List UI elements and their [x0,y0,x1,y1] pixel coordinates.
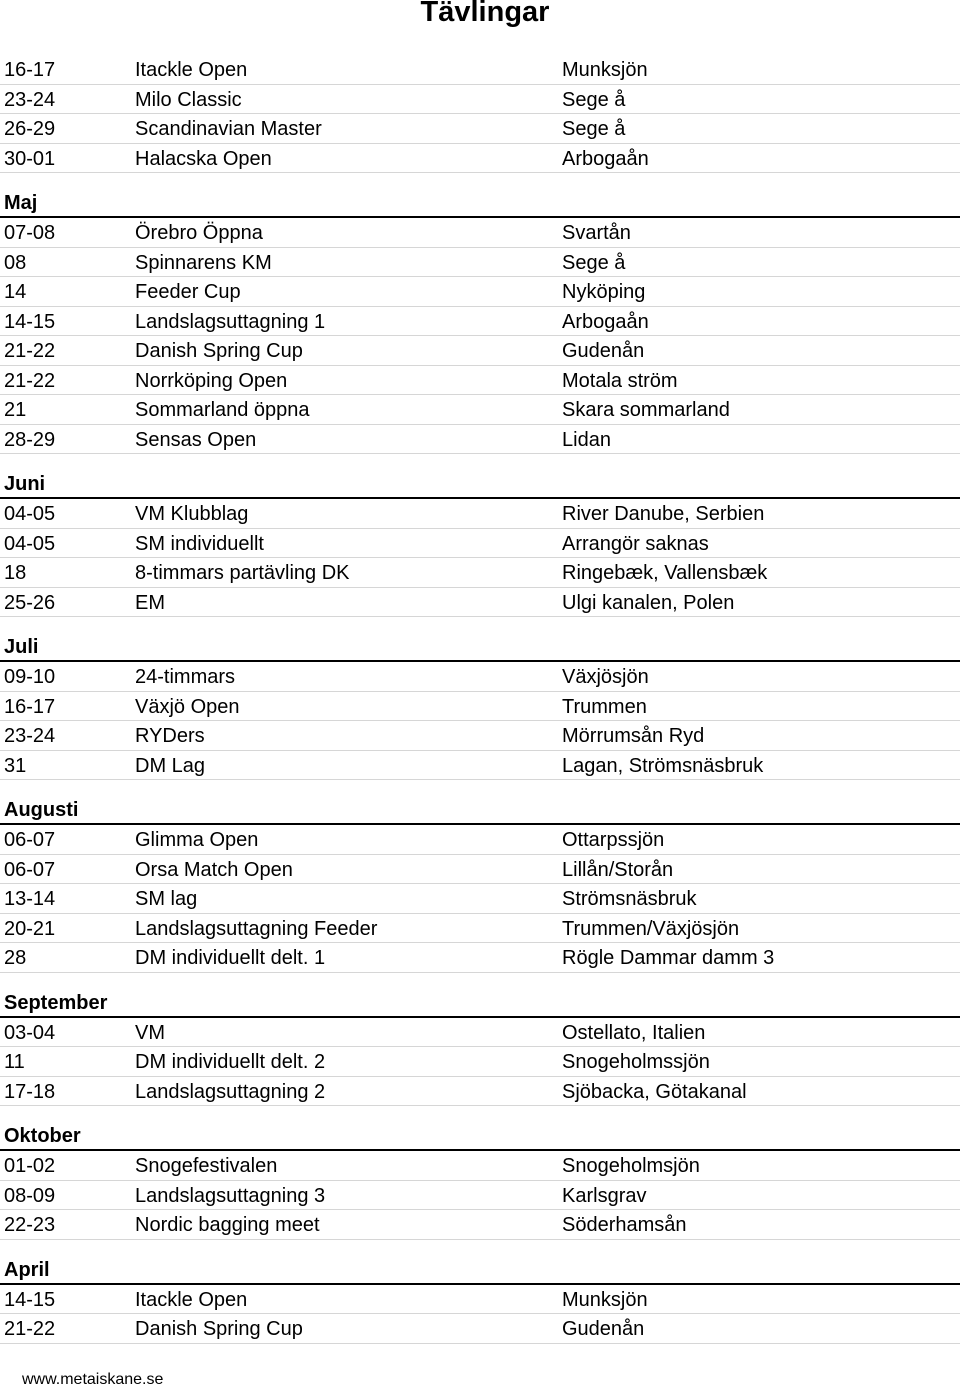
month-header [0,973,960,1018]
table-row [0,943,960,973]
date-cell: 16-17 [4,695,56,718]
table-row [0,914,960,944]
table-row [0,1285,960,1315]
month-label: April [4,1258,50,1281]
table-row [0,855,960,885]
date-cell: 04-05 [4,503,56,525]
event-cell: Snogefestivalen [135,1155,278,1177]
event-cell: Milo Classic [135,88,242,111]
place-cell: Ringebæk, Vallensbæk [562,562,768,584]
date-cell: 03-04 [4,1021,56,1044]
place-cell: Söderhamsån [562,1214,687,1236]
event-cell: Feeder Cup [135,281,241,303]
table-row [0,1077,960,1107]
month-label: Oktober [4,1125,81,1147]
table-row [0,1210,960,1240]
date-cell: 21-22 [4,1318,56,1340]
place-cell: Munksjön [562,59,648,81]
place-cell: Snogeholmssjön [562,1051,710,1073]
month-label: Maj [4,192,38,214]
table-row [0,144,960,174]
event-cell: EM [135,591,165,614]
table-row [0,529,960,559]
place-cell: Gudenån [562,1318,645,1340]
table-row [0,366,960,396]
table-row [0,55,960,85]
date-cell: 07-08 [4,222,56,244]
event-cell: Sommarland öppna [135,399,310,421]
month-header [0,617,960,662]
event-cell: Sensas Open [135,428,257,451]
event-cell: 24-timmars [135,666,236,688]
date-cell: 21-22 [4,340,56,362]
place-cell: Nyköping [562,281,646,303]
month-label: Juli [4,636,39,658]
place-cell: Arrangör saknas [562,532,709,555]
date-cell: 11 [4,1051,25,1073]
date-cell: 17-18 [4,1080,56,1103]
date-cell: 09-10 [4,666,56,688]
table-row [0,277,960,307]
date-cell: 06-07 [4,858,56,881]
place-cell: Munksjön [562,1288,648,1311]
date-cell: 13-14 [4,888,56,910]
event-cell: 8-timmars partävling DK [135,562,350,584]
place-cell: Arbogaån [562,310,649,333]
place-cell: Sjöbacka, Götakanal [562,1080,747,1103]
table-row [0,721,960,751]
event-cell: Itackle Open [135,1288,248,1311]
month-header [0,1240,960,1285]
place-cell: Snogeholmsjön [562,1155,700,1177]
table-row [0,114,960,144]
place-cell: Skara sommarland [562,399,730,421]
month-label: Augusti [4,799,79,821]
date-cell: 14 [4,281,27,303]
place-cell: Sege å [562,88,626,111]
table-row [0,395,960,425]
month-header [0,780,960,825]
date-cell: 14-15 [4,1288,56,1311]
place-cell: Trummen [562,695,647,718]
table-row [0,425,960,455]
place-cell: Sege å [562,118,626,140]
event-cell: Örebro Öppna [135,222,263,244]
event-cell: SM individuellt [135,532,264,555]
date-cell: 18 [4,562,27,584]
event-cell: DM individuellt delt. 2 [135,1051,326,1073]
place-cell: Växjösjön [562,666,649,688]
date-cell: 25-26 [4,591,56,614]
date-cell: 22-23 [4,1214,56,1236]
event-cell: Landslagsuttagning 2 [135,1080,326,1103]
date-cell: 31 [4,754,27,777]
event-cell: Danish Spring Cup [135,1318,303,1340]
table-row [0,662,960,692]
event-cell: Danish Spring Cup [135,340,303,362]
table-row [0,1018,960,1048]
place-cell: Arbogaån [562,147,649,170]
table-row [0,336,960,366]
event-cell: DM Lag [135,754,206,777]
date-cell: 14-15 [4,310,56,333]
date-cell: 21-22 [4,369,56,392]
date-cell: 28-29 [4,428,56,451]
table-row [0,1047,960,1077]
place-cell: River Danube, Serbien [562,503,765,525]
date-cell: 04-05 [4,532,56,555]
table-row [0,1181,960,1211]
place-cell: Lidan [562,428,611,451]
table-row [0,218,960,248]
event-cell: Nordic bagging meet [135,1214,320,1236]
place-cell: Motala ström [562,369,678,392]
table-row [0,1151,960,1181]
table-row [0,307,960,337]
event-cell: Glimma Open [135,829,259,851]
event-cell: Itackle Open [135,59,248,81]
date-cell: 28 [4,947,27,969]
event-cell: DM individuellt delt. 1 [135,947,326,969]
place-cell: Lillån/Storån [562,858,674,881]
date-cell: 21 [4,399,27,421]
place-cell: Mörrumsån Ryd [562,725,705,747]
month-label: September [4,991,108,1014]
place-cell: Lagan, Strömsnäsbruk [562,754,764,777]
month-label: Juni [4,473,46,495]
place-cell: Ottarpssjön [562,829,665,851]
event-cell: Spinnarens KM [135,251,272,274]
table-row [0,884,960,914]
footer-url: www.metaiskane.se [22,1371,164,1388]
event-cell: Scandinavian Master [135,118,322,140]
table-row [0,588,960,618]
date-cell: 01-02 [4,1155,56,1177]
table-row [0,558,960,588]
month-header [0,1106,960,1151]
place-cell: Trummen/Växjösjön [562,917,740,940]
event-cell: VM Klubblag [135,503,249,525]
table-row [0,499,960,529]
place-cell: Karlsgrav [562,1184,647,1207]
event-cell: Landslagsuttagning Feeder [135,917,378,940]
date-cell: 08 [4,251,27,274]
event-cell: Orsa Match Open [135,858,293,881]
place-cell: Gudenån [562,340,645,362]
event-cell: Landslagsuttagning 1 [135,310,326,333]
date-cell: 23-24 [4,88,56,111]
place-cell: Ulgi kanalen, Polen [562,591,735,614]
competition-list [0,55,960,1344]
date-cell: 23-24 [4,725,56,747]
month-header [0,454,960,499]
place-cell: Svartån [562,222,631,244]
place-cell: Strömsnäsbruk [562,888,697,910]
table-row [0,825,960,855]
table-row [0,85,960,115]
event-cell: Växjö Open [135,695,240,718]
page-title: Tävlingar [420,0,550,28]
date-cell: 20-21 [4,917,56,940]
date-cell: 16-17 [4,59,56,81]
table-row [0,1314,960,1344]
event-cell: VM [135,1021,165,1044]
event-cell: Norrköping Open [135,369,288,392]
place-cell: Rögle Dammar damm 3 [562,947,775,969]
event-cell: RYDers [135,725,205,747]
place-cell: Sege å [562,251,626,274]
table-row [0,248,960,278]
month-header [0,173,960,218]
event-cell: Landslagsuttagning 3 [135,1184,326,1207]
event-cell: Halacska Open [135,147,272,170]
table-row [0,751,960,781]
date-cell: 08-09 [4,1184,56,1207]
date-cell: 30-01 [4,147,56,170]
event-cell: SM lag [135,888,198,910]
date-cell: 26-29 [4,118,56,140]
date-cell: 06-07 [4,829,56,851]
place-cell: Ostellato, Italien [562,1021,706,1044]
table-row [0,692,960,722]
